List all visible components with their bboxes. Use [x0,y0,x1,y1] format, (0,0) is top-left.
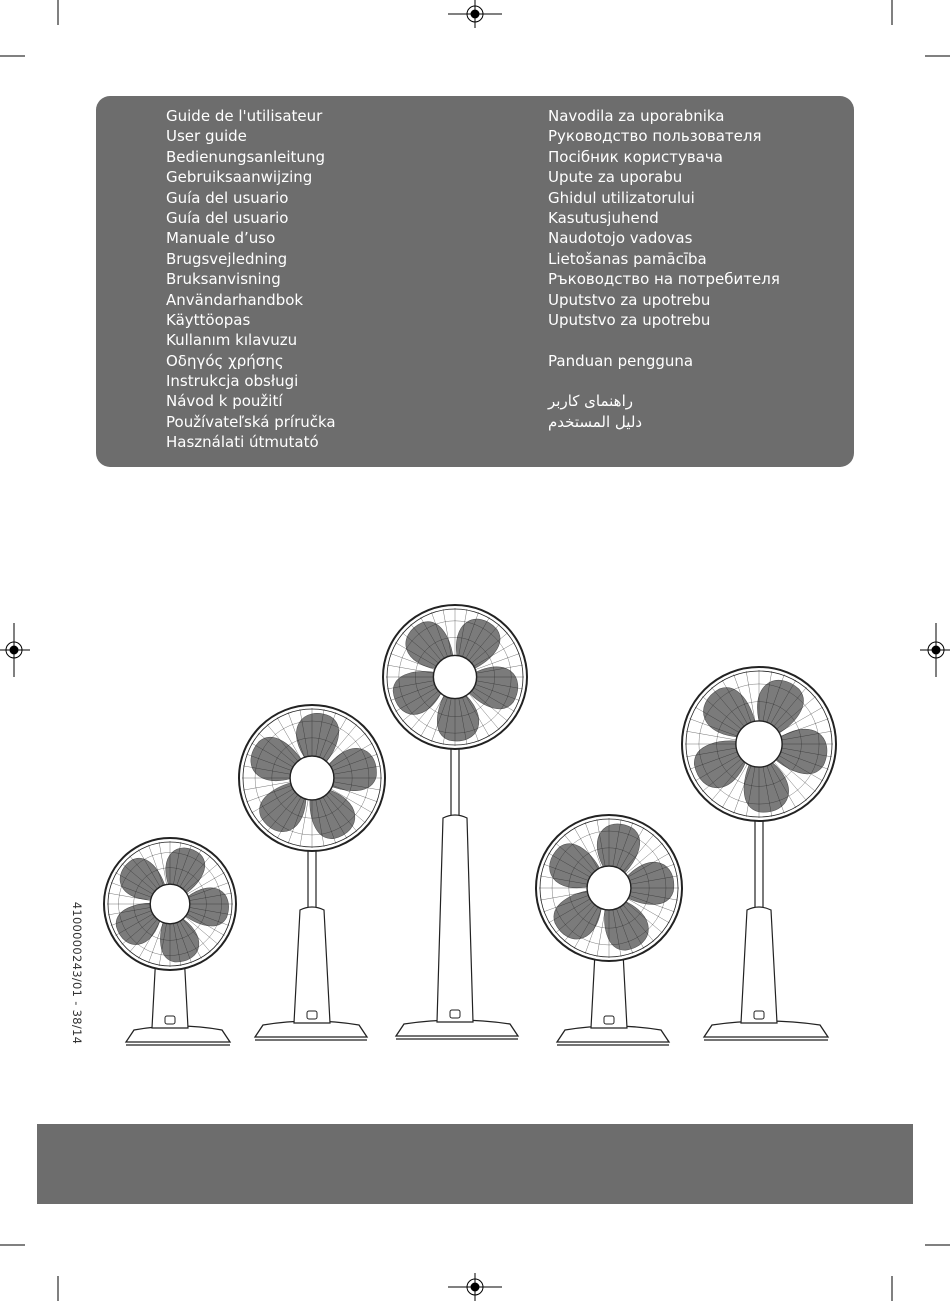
language-item: Használati útmutató [166,433,319,452]
language-item-arabic: دليل المستخدم [548,412,643,431]
fan-illustration [383,605,527,1039]
language-item: Uputstvo za upotrebu [548,290,711,309]
language-item: User guide [166,127,247,146]
language-item: Používateľská príručka [166,412,336,431]
language-item: Οδηγός χρήσης [166,351,284,370]
language-item: Руководство пользователя [548,127,762,146]
language-item: Uputstvo za upotrebu [548,310,711,329]
fan-illustration [536,815,682,1045]
language-item-persian: راهنمای کاربر [548,392,634,411]
language-item: Посібник користувача [548,147,723,166]
language-item: Ghidul utilizatorului [548,188,695,207]
language-item: Naudotojo vadovas [548,229,693,248]
language-item: Ръководство на потребителя [548,270,780,289]
language-item: Guía del usuario [166,208,289,227]
language-item: Kasutusjuhend [548,208,659,227]
language-item: Bruksanvisning [166,270,281,289]
fan-illustration [682,667,836,1040]
language-item: Bedienungsanleitung [166,147,325,166]
document-code-text: 4100000243/01 - 38/14 [70,901,84,1045]
language-item-indonesian: Panduan pengguna [548,351,694,370]
fan-illustration [239,705,385,1040]
language-item: Upute za uporabu [548,168,683,187]
language-item: Käyttöopas [166,310,251,329]
language-item: Guía del usuario [166,188,289,207]
footer-band [37,1124,913,1204]
language-item: Kullanım kılavuzu [166,331,298,350]
language-item: Guide de l'utilisateur [166,107,323,125]
language-item: Návod k použití [166,392,283,411]
language-item: Manuale d’uso [166,229,276,248]
fan-illustration [104,838,236,1045]
language-item: Lietošanas pamācība [548,249,707,268]
language-item: Navodila za uporabnika [548,107,725,125]
language-item: Användarhandbok [166,290,304,309]
language-item: Brugsvejledning [166,249,288,268]
language-item: Instrukcja obsługi [166,372,299,391]
language-item: Gebruiksaanwijzing [166,168,313,187]
